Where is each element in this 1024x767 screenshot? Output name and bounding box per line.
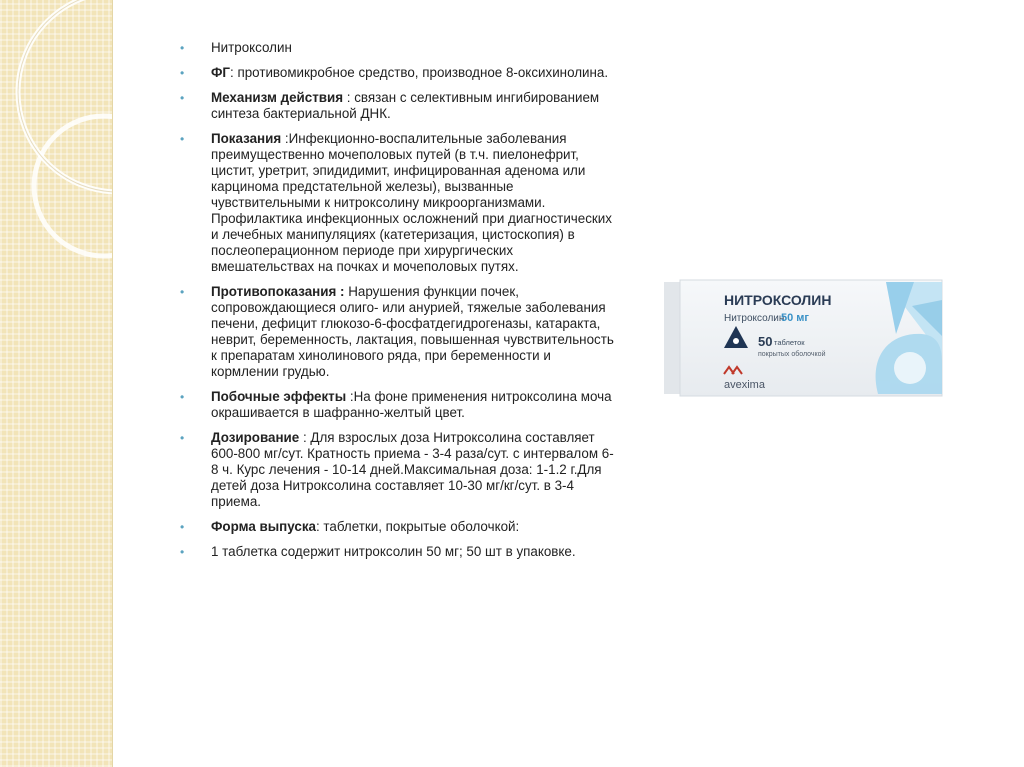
- bullet-item-mechanism: [180, 90, 620, 122]
- bullet-item-indications: [180, 131, 620, 275]
- decorative-rings: [0, 0, 112, 767]
- item-label: Показания: [211, 131, 282, 146]
- item-label: Противопоказания :: [211, 284, 345, 299]
- decorative-side-band: [0, 0, 113, 767]
- package-count: 50: [758, 334, 773, 349]
- triangle-dot-icon: [733, 338, 739, 344]
- item-text: : Для взрослых доза Нитроксолина составляет 600-800 мг/сут. Кратность приема - 3-4 раза/сут. с интервалом 6-8 ч. Курс лечения - 10-14 дней.Максимальная доза: 1-1.2 г.Для детей доза Нитроксолина составляет 10-30 мг/кг/сут. в 3-4 приема.: [211, 430, 614, 509]
- package-coating: покрытых оболочкой: [758, 351, 826, 358]
- bullet-list: [180, 40, 620, 560]
- item-text: : противомикробное средство, производное 8-оксихинолина.: [230, 65, 609, 80]
- item-label: ФГ: [211, 65, 231, 80]
- package-brand: НИТРОКСОЛИН: [724, 292, 832, 308]
- bullet-item-group: [180, 65, 620, 81]
- item-text: 1 таблетка содержит нитроксолин 50 мг; 50 шт в упаковке.: [211, 544, 576, 559]
- bullet-item-name: [180, 40, 620, 56]
- package-dose: 50 мг: [781, 312, 810, 324]
- item-label: Дозирование: [211, 430, 300, 445]
- item-label: Форма выпуска: [211, 519, 316, 534]
- item-text: Нарушения функции почек, сопровождающиеся олиго- или анурией, тяжелые заболевания печени, дефицит глюкозо-6-фосфатдегидрогеназы, катаракта, неврит, беременность, лактация, повышенная чувствительность к препаратам хинолинового ряда, при беременности и кормлении грудью.: [211, 284, 614, 379]
- item-label: Механизм действия: [211, 90, 344, 105]
- bullet-item-composition: [180, 544, 620, 560]
- bullet-item-side-effects: [180, 389, 620, 421]
- box-side-face: [664, 282, 680, 394]
- item-label: Побочные эффекты: [211, 389, 347, 404]
- package-subtitle: Нитроксолин: [724, 313, 785, 324]
- slide-content: [180, 40, 620, 569]
- bullet-item-dosage: [180, 430, 620, 510]
- package-maker: avexima: [724, 379, 765, 391]
- bullet-item-contraindications: [180, 284, 620, 380]
- item-text: :На фоне применения нитроксолина моча окрашивается в шафранно-желтый цвет.: [211, 389, 612, 420]
- package-count-word: таблеток: [774, 338, 805, 347]
- item-text: : связан с селективным ингибированием синтеза бактериальной ДНК.: [211, 90, 600, 121]
- item-text: Нитроксолин: [211, 40, 292, 55]
- bullet-item-form: [180, 519, 620, 535]
- item-text: : таблетки, покрытые оболочкой:: [315, 519, 520, 534]
- medicine-package-image: [664, 276, 950, 400]
- package-box: [664, 276, 950, 400]
- item-text: :Инфекционно-воспалительные заболевания преимущественно мочеполовых путей (в т.ч. пиелонефрит, цистит, уретрит, эпидидимит, инфицированная аденома или карцинома предстательной железы), вызванные чувствительными к нитроксолину микроорганизмами. Профилактика инфекционных осложнений при диагностических и лечебных манипуляциях (катетеризация, цистоскопия) в послеоперационном периоде при хирургических вмешательствах на почках и мочеполовых путях.: [211, 131, 612, 274]
